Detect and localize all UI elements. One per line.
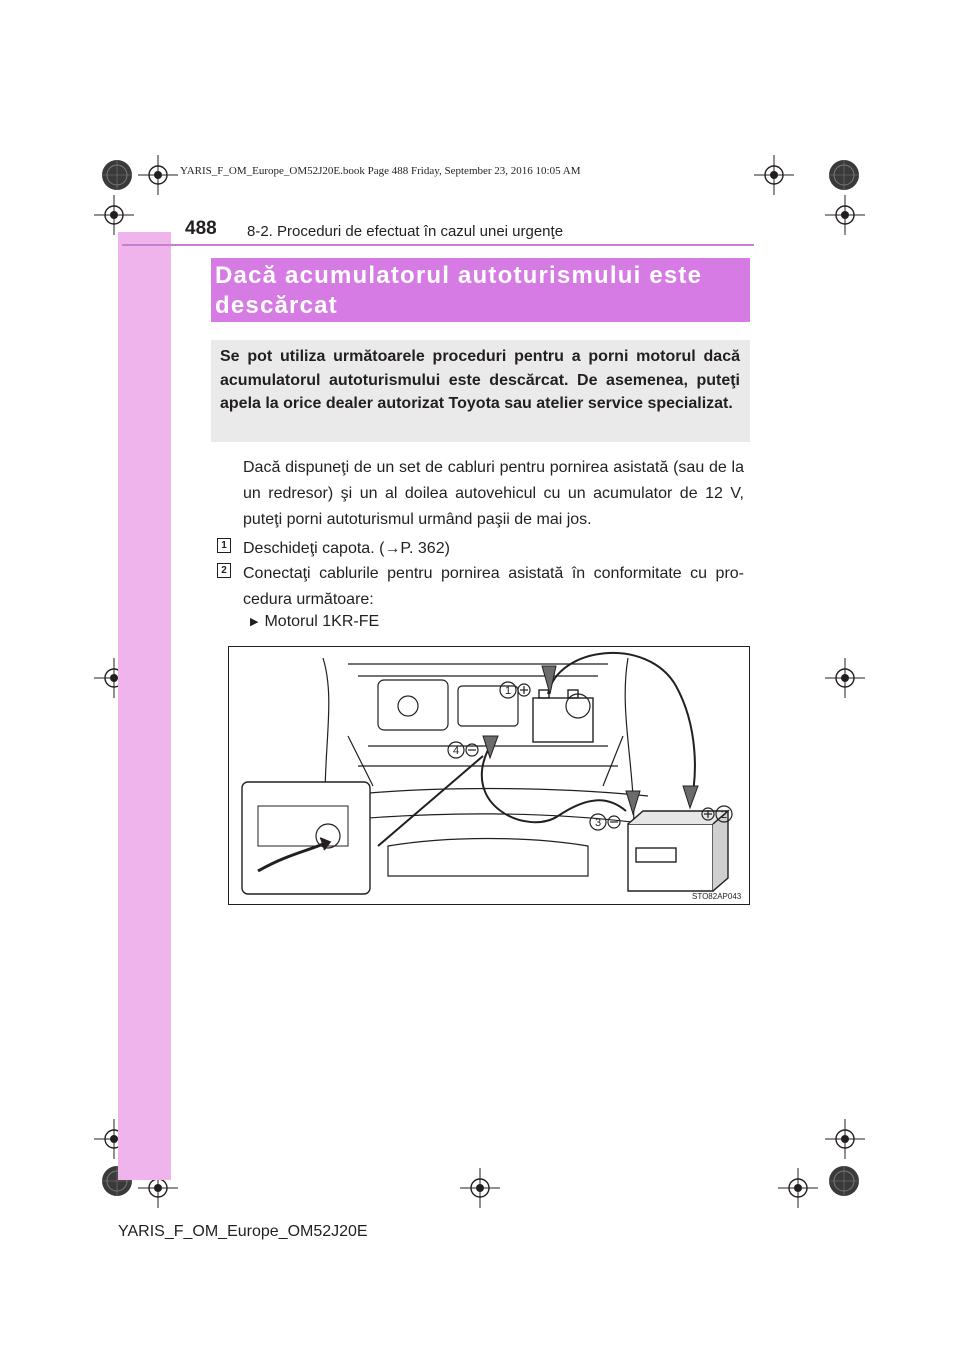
callout-number: 2 [721,809,728,821]
body-paragraph: Dacă dispuneţi de un set de cabluri pentru pornirea asistată (sau de la un redresor) şi un al doilea autovehicul cu un acumulator de 12 V, puteţi porni autoturismul urmând paşii de mai jos. [243,459,744,528]
registration-mark-icon [825,1119,865,1159]
figure-code: STO82AP043 [692,892,742,901]
registration-mark-icon [460,1168,500,1208]
registration-mark-icon [825,658,865,698]
section-title: 8-2. Proceduri de efectuat în cazul unei urgenţe [247,223,564,240]
registration-mark-icon [754,155,794,195]
callout-number: 3 [595,817,602,829]
registration-mark-icon [138,155,178,195]
print-target-icon [828,159,860,191]
registration-mark-icon [94,195,134,235]
file-header: YARIS_F_OM_Europe_OM52J20E.book Page 488 Friday, September 23, 2016 10:05 AM [180,165,581,177]
registration-mark-icon [825,195,865,235]
booster-battery-drawing [628,811,728,891]
triangle-bullet-icon: ▶ [250,616,259,628]
page-number: 488 [185,218,217,239]
header-rule [122,244,754,246]
step-number-badge: 2 [217,563,231,578]
side-color-strip [118,232,171,1180]
callout-number: 4 [453,745,460,757]
inset-detail [242,782,370,894]
print-target-icon [101,159,133,191]
page-heading: Dacă acumulatorul autoturismului este descărcat [215,262,703,319]
step-text: Conectaţi cablurile pentru pornirea asistată în conformitate cu pro-cedura următoare: [243,565,744,608]
registration-mark-icon [778,1168,818,1208]
bullet-item [250,611,379,634]
print-target-icon [828,1165,860,1197]
step-number-badge: 1 [217,538,231,553]
footer-filename: YARIS_F_OM_Europe_OM52J20E [118,1223,368,1240]
intro-text: Se pot utiliza următoarele proceduri pentru a porni motorul dacă acumulatorul autoturismului este descărcat. De asemenea, puteţi apela la orice dealer autorizat Toyota sau atelier service specializat. [220,348,740,412]
step-text: Deschideţi capota. (→P. 362) [243,540,450,557]
callout-number: 1 [505,685,512,697]
jump-start-illustration [228,646,750,905]
bullet-label: Motorul 1KR-FE [264,613,380,630]
